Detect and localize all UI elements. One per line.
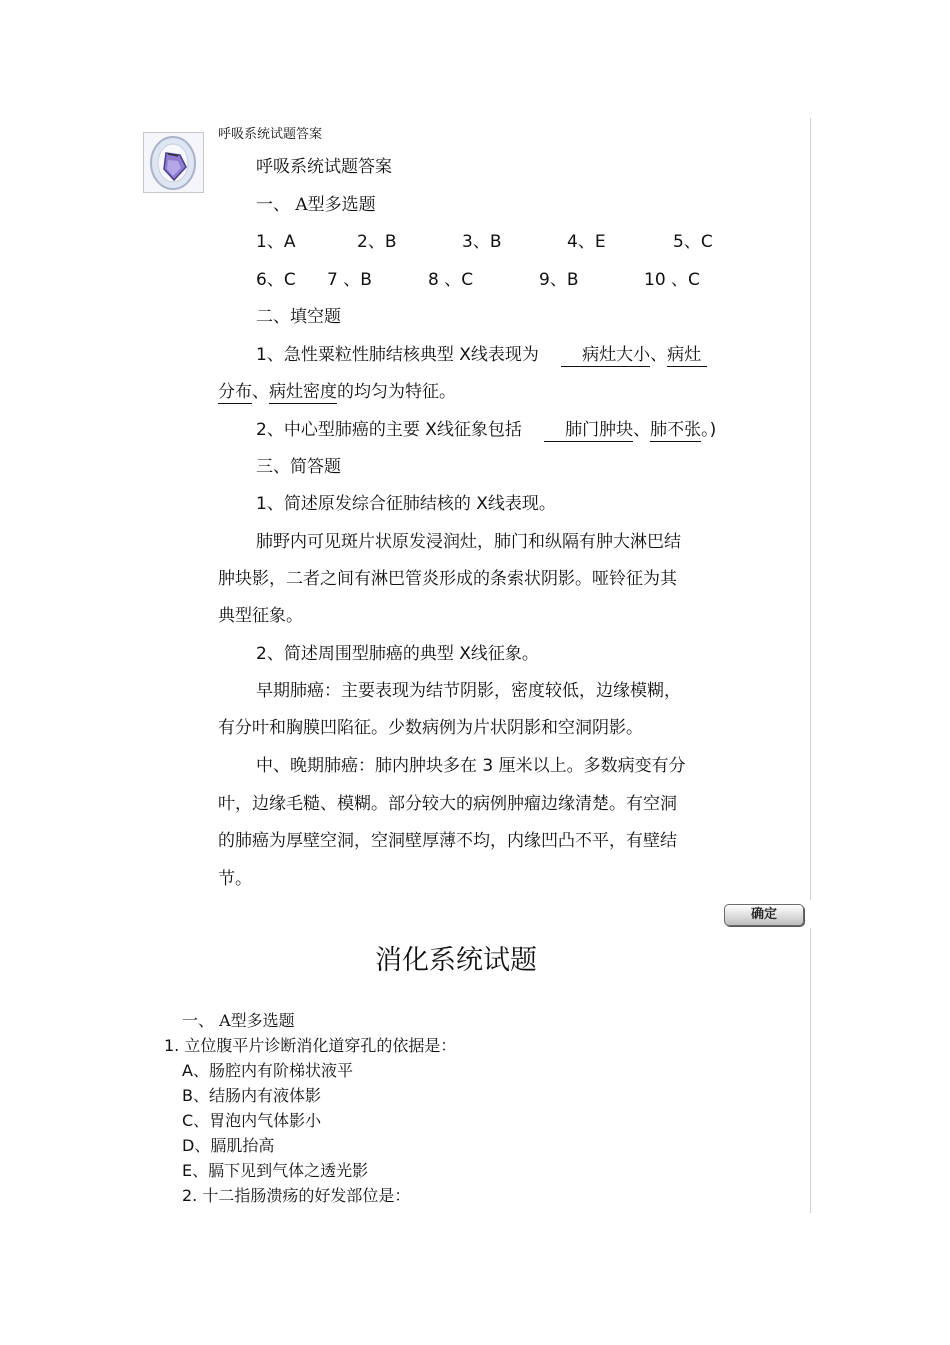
mcq-answer: 8 、C [428,270,474,290]
answer-line: 叶，边缘毛糙、模糊。部分较大的病例肿瘤边缘清楚。有空洞 [218,794,677,814]
fill-question-text: 1、急性粟粒性肺结核典型 X线表现为 [256,345,539,365]
header-title: 呼吸系统试题答案 [218,127,323,142]
fill-answer: 病灶大小 [561,345,651,367]
fill-question-text: 。) [701,420,717,440]
short-question: 2、简述周围型肺癌的典型 X线征象。 [256,644,539,664]
answer-line: 的肺癌为厚壁空洞，空洞壁厚薄不均，内缘凹凸不平，有壁结 [218,831,677,851]
mcq-answer: 3、B [462,232,502,252]
confirm-button[interactable]: 确定 [724,904,804,926]
short-question: 1、简述原发综合征肺结核的 X线表现。 [256,494,556,514]
option-item: C、胃泡内气体影小 [182,1111,322,1130]
question: 2. 十二指肠溃疡的好发部位是： [182,1186,411,1205]
fill-question [256,418,716,442]
fill-question-cont [218,380,456,404]
page-title: 呼吸系统试题答案 [256,157,392,177]
section-heading: 一、 A型多选题 [256,195,376,215]
option-item: E、膈下见到气体之透光影 [182,1161,369,1180]
separator: 、 [252,382,269,402]
fill-answer: 病灶密度 [269,382,337,402]
mcq-answer: 10 、C [644,270,700,290]
page-edge-rule [810,928,811,1213]
mcq-answer: 6、C [256,270,296,290]
section-heading: 一、 A型多选题 [182,1011,295,1030]
fill-answer: 肺门肿块 [544,420,634,442]
answer-line: 肿块影，二者之间有淋巴管炎形成的条索状阴影。哑铃征为其 [218,569,677,589]
option-item: B、结肠内有液体影 [182,1086,321,1105]
mcq-answer: 7 、B [327,270,372,290]
mcq-answer: 5、C [673,232,713,252]
fill-answer: 分布 [218,382,252,402]
fill-question-text: 2、中心型肺癌的主要 X线征象包括 [256,420,522,440]
document-logo [143,132,204,193]
option-item: A、肠腔内有阶梯状液平 [182,1061,353,1080]
answer-line: 中、晚期肺癌：肺内肿块多在 3 厘米以上。多数病变有分 [256,756,686,776]
fill-question-text: 的均匀为特征。 [337,382,456,402]
separator: 、 [650,345,668,365]
answer-line: 典型征象。 [218,606,303,626]
mcq-answer: 1、A [256,232,296,252]
mcq-answer: 9、B [539,270,579,290]
answer-line: 有分叶和胸膜凹陷征。少数病例为片状阴影和空洞阴影。 [218,718,643,738]
mcq-answer: 4、E [567,232,606,252]
document-icon [144,133,203,192]
option-item: D、膈肌抬高 [182,1136,275,1155]
page-edge-rule [810,118,811,900]
question: 1. 立位腹平片诊断消化道穿孔的依据是： [164,1036,457,1055]
answer-line: 早期肺癌：主要表现为结节阴影，密度较低，边缘模糊， [256,681,681,701]
section-heading: 二、填空题 [256,307,341,327]
fill-answer: 病灶 [667,345,706,367]
separator: 、 [633,420,651,440]
section-heading: 三、简答题 [256,457,341,477]
section-title: 消化系统试题 [375,945,537,976]
fill-answer: 肺不张 [650,420,702,440]
mcq-answer: 2、B [357,232,397,252]
answer-line: 肺野内可见斑片状原发浸润灶，肺门和纵隔有肿大淋巴结 [256,532,681,552]
fill-question [256,343,707,367]
answer-line: 节。 [218,869,252,889]
